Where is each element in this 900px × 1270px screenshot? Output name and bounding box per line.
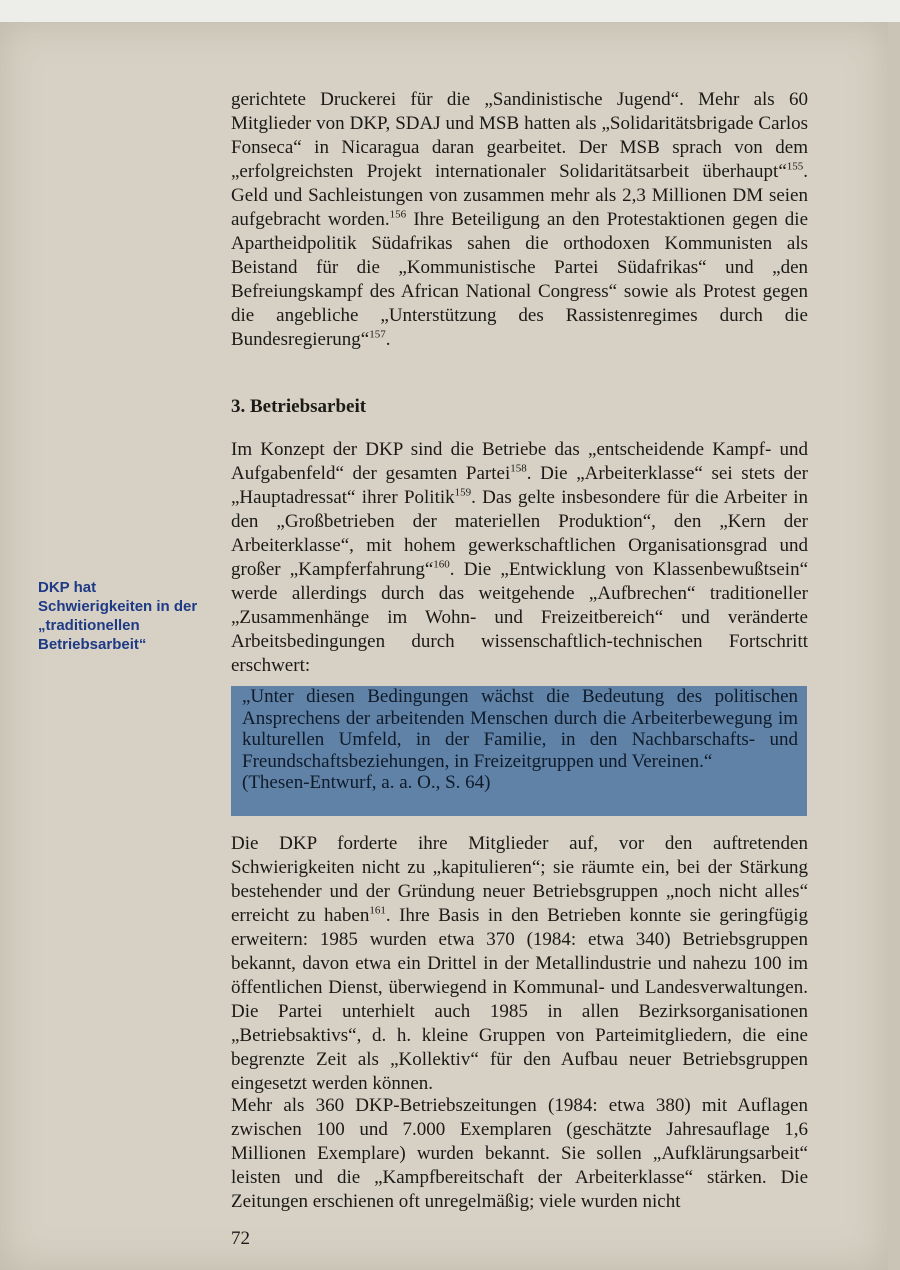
paragraph-newspapers: Mehr als 360 DKP-Betriebszeitungen (1984: etwa 380) mit Auflagen zwischen 100 und 7.000 Exemplaren (geschätzte Jahresauflage 1,6 Millionen Exemplare) wurden bekannt. Sie sollen „Aufklärungsarbeit“ leisten und die „Kampfbereitschaft der Arbeiterklasse“ stärken. Die Zeitungen erschienen oft unregelmäßig; viele wurden nicht <box>231 1095 808 1212</box>
footnote-ref: 160 <box>433 558 450 571</box>
page-number: 72 <box>231 1228 250 1249</box>
paragraph-text: Im Konzept der DKP sind die Betriebe das „entscheidende Kampf- und Aufgabenfeld“ der gesamten Partei <box>231 439 808 484</box>
scan-top-edge <box>0 0 900 22</box>
scan-right-edge <box>888 22 900 1270</box>
paragraph-text: . Das gelte insbesondere für die Arbeiter in den „Großbetrieben der materiellen Produktion“, den „Kern der Arbeiterklasse“, mit hohem gewerkschaftlichen Organisationsgrad und großer „Kampferfahrung“ <box>231 487 809 580</box>
quote-source: (Thesen-Entwurf, a. a. O., S. 64) <box>242 772 491 793</box>
footnote-ref: 157 <box>369 328 386 341</box>
paragraph-text: . Geld und Sachleistungen von zusammen mehr als 2,3 Millionen DM seien aufgebracht worden. <box>231 161 808 230</box>
footnote-ref: 159 <box>454 486 472 499</box>
paragraph-solidarity <box>231 88 808 352</box>
paragraph-members <box>231 832 808 1096</box>
paragraph-text: . Die „Arbeiterklasse“ sei stets der „Hauptadressat“ ihrer Politik <box>231 463 809 508</box>
paragraph-text: . <box>385 329 391 350</box>
paragraph-text: . Die „Entwicklung von Klassenbewußtsein“ werde allerdings durch das weitgehende „Aufbrechen“ traditioneller „Zusammenhänge im Wohn- und Freizeitbereich“ und veränderte Arbeitsbedingungen durch wissenschaftlich-technischen Fortschritt erschwert: <box>231 559 808 676</box>
footnote-ref: 158 <box>510 462 527 475</box>
paragraph-text: Die DKP forderte ihre Mitglieder auf, vor den auftretenden Schwierigkeiten nicht zu „kapitulieren“; sie räumte ein, bei der Stärkung bestehender und der Gründung neuer Betriebsgruppen „noch nicht alles“ erreicht zu haben <box>231 833 808 926</box>
section-heading: 3. Betriebsarbeit <box>231 396 367 417</box>
paragraph-text: . Ihre Basis in den Betrieben konnte sie geringfügig erweitern: 1985 wurden etwa 370 (1984: etwa 340) Betriebsgruppen bekannt, davon etwa ein Drittel in der Metallindustrie und nahezu 100 im öffentlichen Dienst, überwiegend in Kommunal- und Landesverwaltungen. Die Partei unterhielt auch 1985 in allen Bezirksorganisationen „Betriebsaktivs“, d. h. kleine Gruppen von Parteimitgliedern, die eine begrenzte Zeit als „Kollektiv“ für den Aufbau neuer Betriebsgruppen eingesetzt werden können. <box>231 905 808 1094</box>
paragraph-text: gerichtete Druckerei für die „Sandinistische Jugend“. Mehr als 60 Mitglieder von DKP, SDAJ und MSB hatten als „Solidaritätsbrigade Carlos Fonseca“ in Nicaragua daran gearbeitet. Der MSB sprach von dem „erfolgreichsten Projekt internationaler Solidaritätsarbeit überhaupt“ <box>231 89 808 182</box>
paragraph-concept <box>231 438 808 678</box>
footnote-ref: 156 <box>389 208 407 221</box>
footnote-ref: 155 <box>786 160 804 173</box>
margin-note: DKP hat Schwierigkeiten in der „traditionellen Betriebsarbeit“ <box>38 579 198 653</box>
quote-text: „Unter diesen Bedingungen wächst die Bedeutung des politischen Ansprechens der arbeitenden Menschen durch die Arbeiterbewegung im kulturellen Umfeld, in der Familie, in den Nachbarschafts- und Freundschaftsbeziehungen, in Freizeitgruppen und Vereinen.“ <box>242 686 798 772</box>
blockquote <box>242 686 798 794</box>
paragraph-text: Ihre Beteiligung an den Protestaktionen gegen die Apartheidpolitik Südafrikas sahen die orthodoxen Kommunisten als Beistand für die „Kommunistische Partei Südafrikas“ und „den Befreiungskampf des African National Congress“ sowie als Protest gegen die angebliche „Unterstützung des Rassistenregimes durch die Bundesregierung“ <box>231 209 809 350</box>
footnote-ref: 161 <box>369 904 386 917</box>
